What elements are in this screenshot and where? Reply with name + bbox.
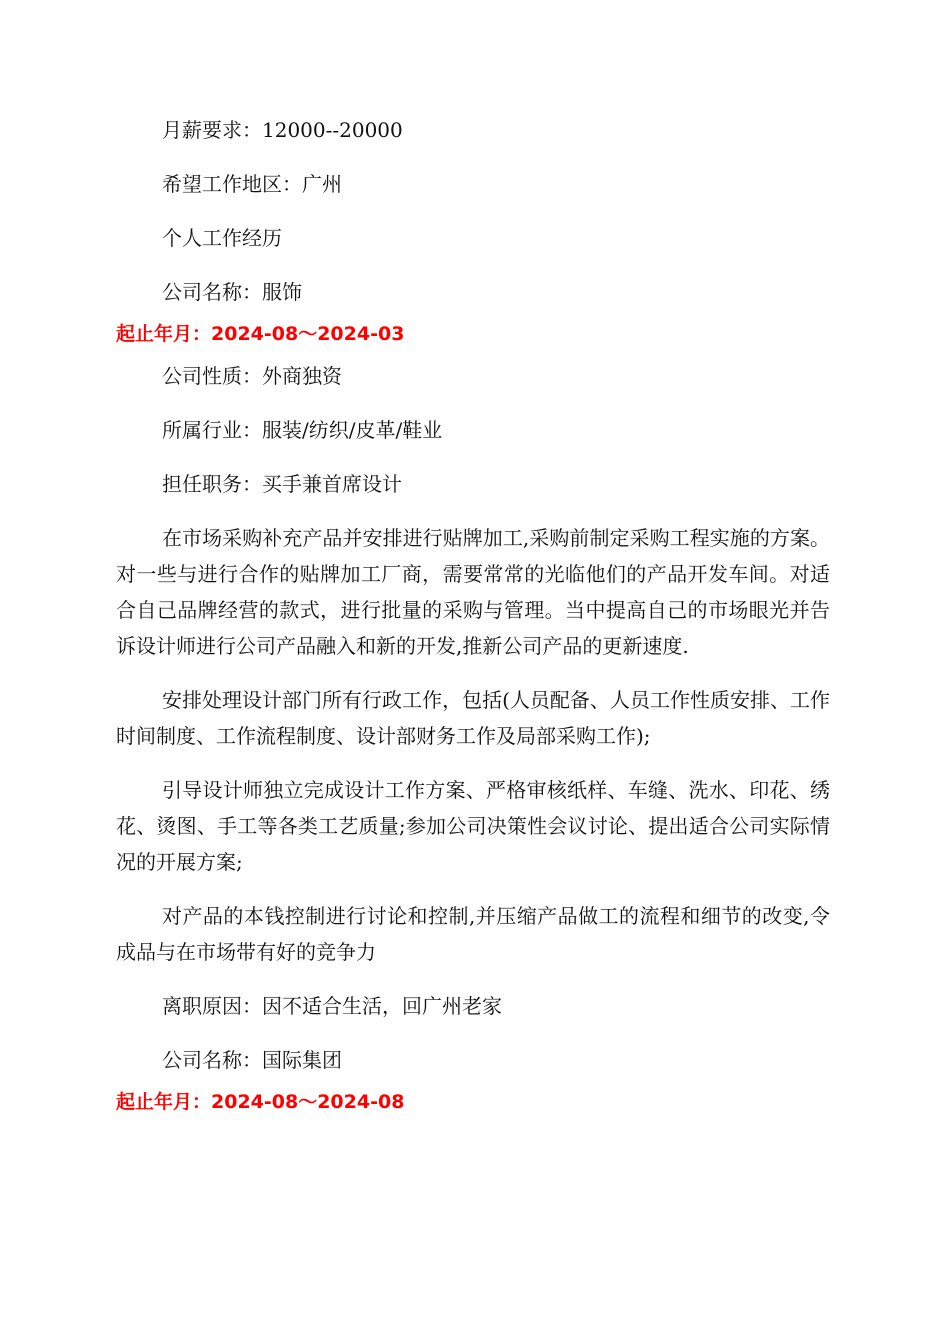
employment-period-2: 起止年月：2024-08～2024-08 [116,1091,405,1113]
company-name-1: 公司名称：服饰 [162,280,302,304]
salary-requirement: 月薪要求：12000--20000 [162,118,403,142]
work-experience-heading: 个人工作经历 [162,226,282,250]
duty-paragraph-3: 引导设计师独立完成设计工作方案、严格审核纸样、车缝、洗水、印花、绣花、烫图、手工等各类工艺质量;参加公司决策性会议讨论、提出适合公司实际情况的开展方案; [116,778,830,874]
duty-paragraph-4: 对产品的本钱控制进行讨论和控制,并压缩产品做工的流程和细节的改变,令成品与在市场带有好的竞争力 [116,904,830,964]
company-name-2: 公司名称：国际集团 [162,1048,342,1072]
job-position: 担任职务：买手兼首席设计 [162,472,402,496]
employment-period-1: 起止年月：2024-08～2024-03 [116,323,405,345]
company-industry: 所属行业：服装/纺织/皮革/鞋业 [162,418,443,442]
leave-reason: 离职原因：因不适合生活，回广州老家 [162,994,502,1018]
duty-paragraph-1: 在市场采购补充产品并安排进行贴牌加工,采购前制定采购工程实施的方案。对一些与进行合作的贴牌加工厂商，需要常常的光临他们的产品开发车间。对适合自己品牌经营的款式，进行批量的采购与管理。当中提高自己的市场眼光并告诉设计师进行公司产品融入和新的开发,推新公司产品的更新速度. [116,526,830,658]
duty-paragraph-2: 安排处理设计部门所有行政工作，包括(人员配备、人员工作性质安排、工作时间制度、工作流程制度、设计部财务工作及局部采购工作); [116,688,830,748]
company-nature: 公司性质：外商独资 [162,364,342,388]
desired-location: 希望工作地区：广州 [162,172,342,196]
